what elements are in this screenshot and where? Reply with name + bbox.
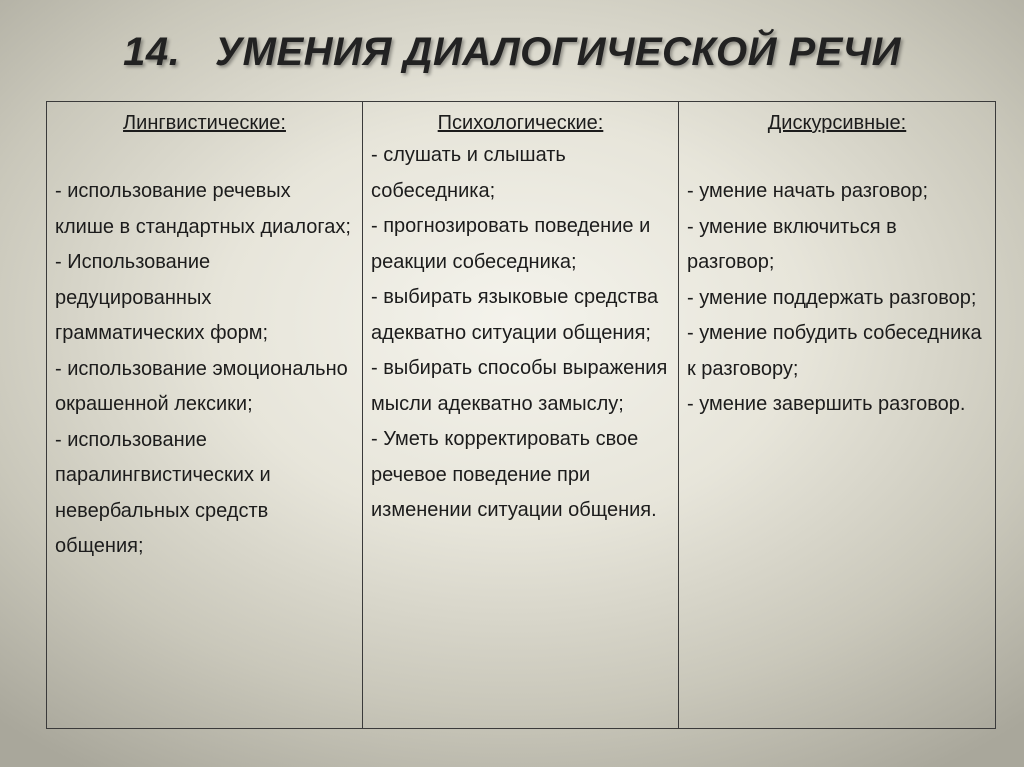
psychological-list (371, 138, 670, 529)
list-item: - слушать и слышать собеседника; (371, 144, 566, 202)
linguistic-spacer (55, 138, 354, 174)
list-item: - выбирать способы выражения мысли адекватно замыслу; (371, 357, 668, 415)
discursive-list (687, 174, 987, 423)
psychological-heading: Психологические: (437, 112, 604, 134)
list-item: - умение побудить собеседника к разговору; (687, 322, 982, 380)
skills-table (46, 101, 996, 729)
skills-table-row (47, 102, 996, 729)
list-item: - умение начать разговор; (687, 180, 929, 202)
list-item: - Уметь корректировать свое речевое поведение при изменении ситуации общения. (371, 428, 657, 521)
list-item: - умение завершить разговор. (687, 393, 966, 415)
list-item: - умение поддержать разговор; (687, 286, 977, 309)
list-item: - выбирать языковые средства адекватно ситуации общения; (371, 286, 659, 344)
list-item: - использование речевых клише в стандартных диалогах; (55, 180, 351, 238)
list-item: - прогнозировать поведение и реакции собеседника; (371, 215, 651, 273)
slide-title: 14. УМЕНИЯ ДИАЛОГИЧЕСКОЙ РЕЧИ (123, 30, 901, 74)
list-item: - Использование редуцированных грамматических форм; (55, 251, 269, 344)
linguistic-list (55, 174, 354, 565)
discursive-column (679, 102, 996, 729)
list-item: - использование эмоционально окрашенной лексики; (55, 357, 348, 415)
discursive-spacer (687, 138, 987, 174)
psychological-column (363, 102, 679, 729)
list-item: - использование паралингвистических и невербальных средств общения; (55, 428, 271, 557)
linguistic-column (47, 102, 363, 729)
list-item: - умение включиться в разговор; (687, 215, 897, 273)
discursive-heading: Дискурсивные: (767, 112, 907, 134)
linguistic-heading: Лингвистические: (123, 112, 286, 134)
